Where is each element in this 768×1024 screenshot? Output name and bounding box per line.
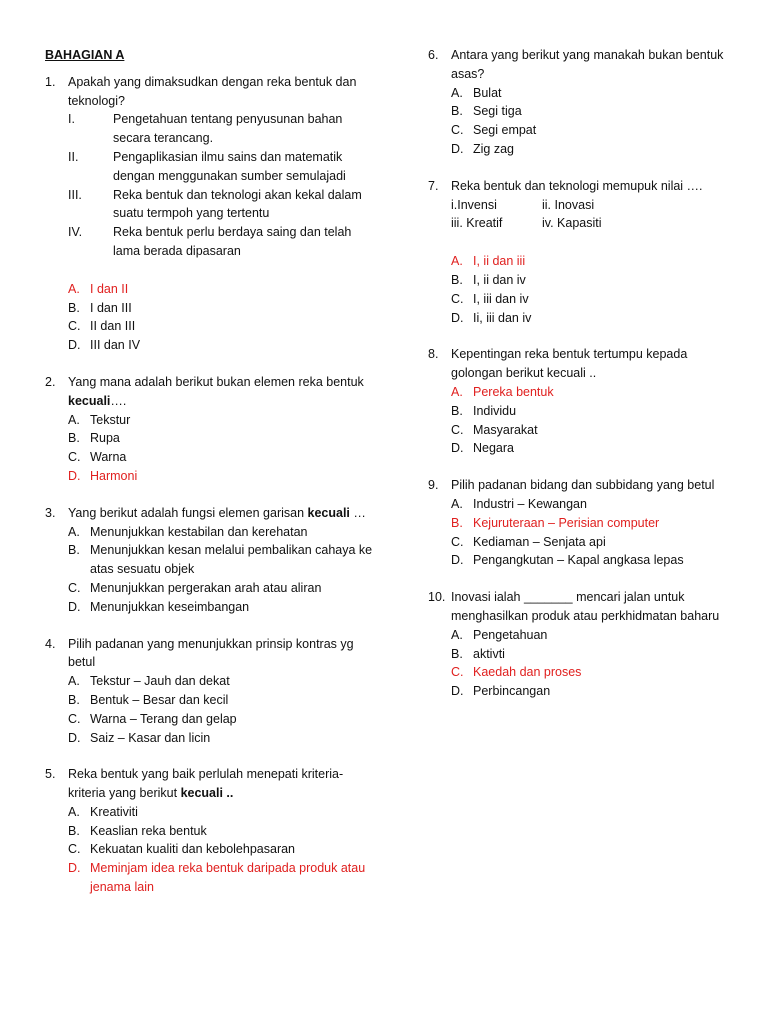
statement-item xyxy=(45,110,380,148)
option-letter: D. xyxy=(451,684,464,699)
option-letter: C. xyxy=(451,422,464,437)
option-text: I, ii dan iv xyxy=(473,272,526,287)
option-letter: B. xyxy=(68,692,80,707)
option-text: Bentuk – Besar dan kecil xyxy=(90,692,229,707)
question-text: Antara yang berikut yang manakah bukan bentuk asas? xyxy=(451,48,724,81)
question-number: 4. xyxy=(45,636,56,651)
answer-option-a xyxy=(45,803,380,822)
option-text: Bulat xyxy=(473,85,502,100)
option-text: Harmoni xyxy=(90,468,138,483)
statement-number: I. xyxy=(68,112,75,127)
option-letter: B. xyxy=(451,515,463,530)
question-text: Pilih padanan bidang dan subbidang yang betul xyxy=(451,478,715,493)
question-text-part: Reka bentuk yang baik perlulah menepati kriteria-kriteria yang berikut xyxy=(68,767,344,801)
question-number: 9. xyxy=(428,478,439,493)
option-text: Ii, iii dan iv xyxy=(473,310,532,325)
option-text: Pereka bentuk xyxy=(473,384,554,399)
question-5 xyxy=(45,765,380,897)
option-text: Tekstur xyxy=(90,412,131,427)
option-letter: A. xyxy=(451,85,463,100)
statement-number: IV. xyxy=(68,225,83,240)
option-text: I dan III xyxy=(90,300,132,315)
question-keyword: kecuali .. xyxy=(180,786,234,801)
value-grid-row xyxy=(428,196,738,215)
question-text: Reka bentuk dan teknologi memupuk nilai …. xyxy=(451,178,703,193)
question-text: Kepentingan reka bentuk tertumpu kepada golongan berikut kecuali .. xyxy=(451,347,688,381)
statement-text: Reka bentuk dan teknologi akan kekal dalam suatu termpoh yang tertentu xyxy=(113,187,362,221)
question-4 xyxy=(45,635,380,748)
answer-option-a xyxy=(428,495,738,514)
statement-text: Pengetahuan tentang penyusunan bahan secara terancang. xyxy=(113,112,343,146)
option-letter: A. xyxy=(451,254,463,269)
answer-option-a xyxy=(45,523,380,542)
answer-option-d xyxy=(45,598,380,617)
answer-option-a xyxy=(45,672,380,691)
option-text: Pengetahuan xyxy=(473,627,548,642)
left-column xyxy=(45,46,380,915)
answer-option-a xyxy=(45,280,380,299)
option-letter: B. xyxy=(68,300,80,315)
answer-option-c xyxy=(428,121,738,140)
option-letter: B. xyxy=(68,823,80,838)
option-letter: A. xyxy=(68,804,80,819)
answer-option-b xyxy=(45,691,380,710)
answer-option-b xyxy=(428,514,738,533)
option-letter: A. xyxy=(451,384,463,399)
option-text: Kaedah dan proses xyxy=(473,665,582,680)
option-letter: B. xyxy=(451,104,463,119)
answer-option-d xyxy=(45,336,380,355)
option-letter: B. xyxy=(451,403,463,418)
answer-option-c xyxy=(428,290,738,309)
answer-option-b xyxy=(45,541,380,579)
answer-option-b xyxy=(428,271,738,290)
statement-item xyxy=(45,223,380,261)
question-1 xyxy=(45,73,380,355)
option-text: Saiz – Kasar dan licin xyxy=(90,730,211,745)
answer-option-c xyxy=(45,317,380,336)
answer-option-c xyxy=(45,840,380,859)
option-letter: D. xyxy=(68,730,81,745)
option-text: Kreativiti xyxy=(90,804,138,819)
question-7 xyxy=(428,177,738,328)
option-text: Masyarakat xyxy=(473,422,538,437)
section-title: BAHAGIAN A xyxy=(45,48,125,62)
answer-option-d xyxy=(428,140,738,159)
option-letter: A. xyxy=(451,496,463,511)
option-letter: D. xyxy=(451,141,464,156)
option-text: I, iii dan iv xyxy=(473,291,529,306)
question-keyword: kecuali xyxy=(68,393,111,408)
option-text: Perbincangan xyxy=(473,684,551,699)
option-text: Segi empat xyxy=(473,123,537,138)
answer-option-c xyxy=(45,710,380,729)
question-3 xyxy=(45,504,380,617)
answer-option-d xyxy=(428,682,738,701)
value-grid-row xyxy=(428,214,738,233)
option-letter: C. xyxy=(451,291,464,306)
question-text xyxy=(68,765,380,803)
option-letter: A. xyxy=(68,281,80,296)
answer-option-b xyxy=(428,645,738,664)
answer-option-a xyxy=(428,626,738,645)
answer-option-b xyxy=(45,299,380,318)
option-text: Menunjukkan pergerakan arah atau aliran xyxy=(90,580,322,595)
answer-option-a xyxy=(428,84,738,103)
question-text-part: Yang berikut adalah fungsi elemen garisan xyxy=(68,505,308,520)
option-text: Zig zag xyxy=(473,141,514,156)
option-letter: B. xyxy=(68,543,80,558)
option-text: Segi tiga xyxy=(473,104,522,119)
option-letter: C. xyxy=(451,665,464,680)
option-letter: A. xyxy=(68,412,80,427)
question-10 xyxy=(428,588,738,701)
answer-option-d xyxy=(45,859,380,897)
option-letter: D. xyxy=(68,338,81,353)
option-letter: A. xyxy=(68,524,80,539)
answer-option-c xyxy=(45,579,380,598)
question-text: Apakah yang dimaksudkan dengan reka bentuk dan teknologi? xyxy=(68,74,357,108)
question-2 xyxy=(45,373,380,486)
statement-text: Reka bentuk perlu berdaya saing dan telah lama berada dipasaran xyxy=(113,225,352,258)
answer-option-b xyxy=(45,429,380,448)
option-text: Rupa xyxy=(90,431,120,446)
question-text: Pilih padanan yang menunjukkan prinsip kontras yg betul xyxy=(68,636,354,670)
option-text: III dan IV xyxy=(90,338,141,353)
question-text: Inovasi ialah _______ mencari jalan untuk menghasilkan produk atau perkhidmatan baharu xyxy=(451,590,720,623)
option-letter: C. xyxy=(68,842,81,857)
option-text: II dan III xyxy=(90,319,136,334)
answer-option-d xyxy=(45,467,380,486)
answer-option-d xyxy=(428,309,738,328)
statement-number: III. xyxy=(68,187,82,202)
answer-option-c xyxy=(428,663,738,682)
option-text: I dan II xyxy=(90,281,129,296)
question-6 xyxy=(428,46,738,159)
question-number: 8. xyxy=(428,347,439,362)
option-text: Negara xyxy=(473,441,514,456)
answer-option-d xyxy=(428,551,738,570)
option-text: Kekuatan kualiti dan kebolehpasaran xyxy=(90,842,296,857)
question-keyword: kecuali xyxy=(307,505,350,520)
option-text: Warna xyxy=(90,450,127,465)
option-text: Pengangkutan – Kapal angkasa lepas xyxy=(473,553,684,568)
value-item: i.Invensi xyxy=(451,197,497,212)
option-text: Industri – Kewangan xyxy=(473,496,587,511)
answer-option-c xyxy=(428,533,738,552)
option-letter: B. xyxy=(68,431,80,446)
option-letter: D. xyxy=(68,599,81,614)
value-item: iii. Kreatif xyxy=(451,216,503,231)
option-letter: D. xyxy=(68,468,81,483)
statement-item xyxy=(45,186,380,224)
question-text-part: Yang mana adalah berikut bukan elemen reka bentuk xyxy=(68,374,364,389)
question-text-part: … xyxy=(349,505,366,520)
option-text: Meminjam idea reka bentuk daripada produk atau jenama lain xyxy=(90,861,366,895)
option-text: Kejuruteraan – Perisian computer xyxy=(473,515,660,530)
option-letter: D. xyxy=(451,441,464,456)
option-letter: C. xyxy=(451,123,464,138)
option-letter: C. xyxy=(451,534,464,549)
option-text: I, ii dan iii xyxy=(473,254,526,269)
question-number: 3. xyxy=(45,505,56,520)
answer-option-c xyxy=(45,448,380,467)
question-text-part: …. xyxy=(110,393,127,408)
option-text: Warna – Terang dan gelap xyxy=(90,711,237,726)
option-letter: D. xyxy=(451,553,464,568)
option-letter: D. xyxy=(68,861,81,876)
option-letter: C. xyxy=(68,319,81,334)
option-text: Keaslian reka bentuk xyxy=(90,823,207,838)
answer-option-a xyxy=(428,383,738,402)
question-9 xyxy=(428,476,738,570)
option-letter: A. xyxy=(451,627,463,642)
option-text: aktivti xyxy=(473,646,505,661)
answer-option-a xyxy=(428,252,738,271)
question-text xyxy=(68,504,380,523)
question-number: 2. xyxy=(45,374,56,389)
option-letter: B. xyxy=(451,646,463,661)
option-text: Individu xyxy=(473,403,517,418)
option-text: Kediaman – Senjata api xyxy=(473,534,606,549)
answer-option-b xyxy=(428,102,738,121)
value-item: iv. Kapasiti xyxy=(542,216,602,231)
question-number: 10. xyxy=(428,590,446,605)
answer-option-c xyxy=(428,421,738,440)
option-text: Menunjukkan kestabilan dan kerehatan xyxy=(90,524,308,539)
answer-option-b xyxy=(428,402,738,421)
statement-number: II. xyxy=(68,149,79,164)
question-number: 7. xyxy=(428,178,439,193)
answer-option-d xyxy=(45,729,380,748)
question-text xyxy=(68,373,380,411)
statement-item xyxy=(45,148,380,186)
question-number: 5. xyxy=(45,767,56,782)
option-text: Menunjukkan kesan melalui pembalikan cahaya ke atas sesuatu objek xyxy=(90,543,373,577)
option-letter: C. xyxy=(68,450,81,465)
answer-option-a xyxy=(45,411,380,430)
option-letter: C. xyxy=(68,580,81,595)
option-text: Menunjukkan keseimbangan xyxy=(90,599,250,614)
right-column xyxy=(428,46,738,719)
answer-option-b xyxy=(45,822,380,841)
option-letter: B. xyxy=(451,272,463,287)
answer-option-d xyxy=(428,439,738,458)
option-text: Tekstur – Jauh dan dekat xyxy=(90,674,230,689)
question-number: 6. xyxy=(428,48,439,62)
statement-text: Pengaplikasian ilmu sains dan matematik dengan menggunakan sumber semulajadi xyxy=(113,149,346,183)
question-number: 1. xyxy=(45,74,56,89)
option-letter: D. xyxy=(451,310,464,325)
option-letter: C. xyxy=(68,711,81,726)
question-8 xyxy=(428,345,738,458)
value-item: ii. Inovasi xyxy=(542,197,595,212)
option-letter: A. xyxy=(68,674,80,689)
